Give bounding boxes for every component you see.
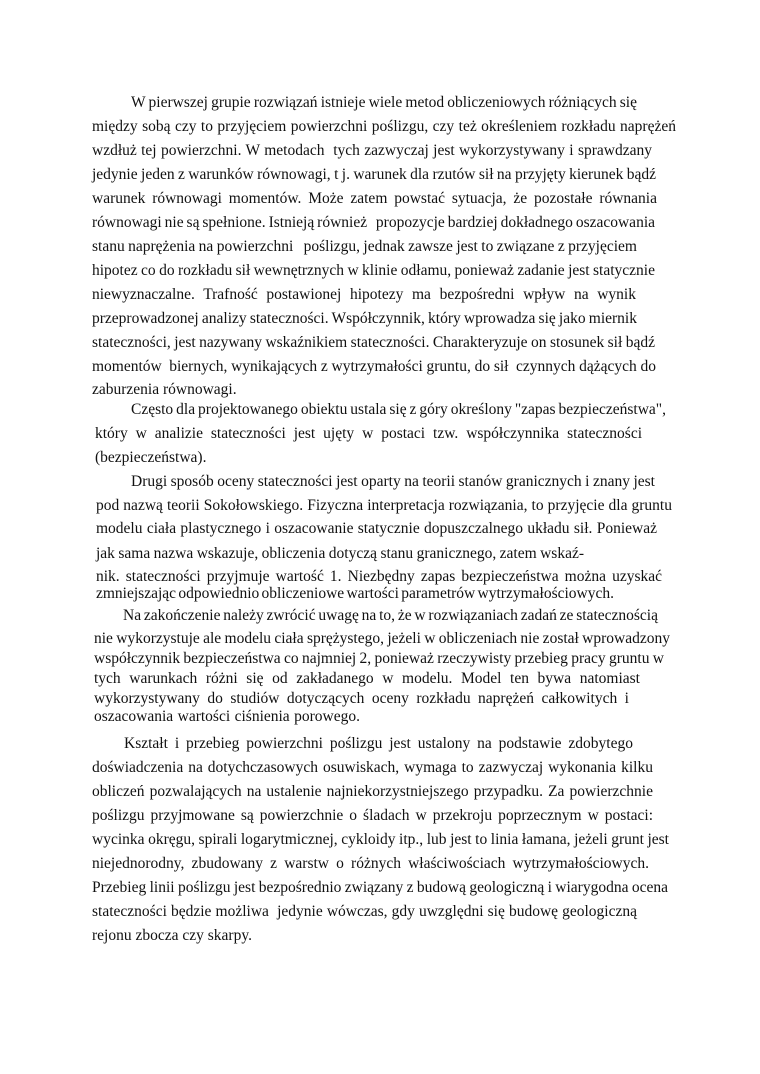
text-line: stanu naprężenia na powierzchni poślizgu, jednak zawsze jest to związane z przyjęciem bbox=[92, 238, 637, 255]
text-line: doświadczenia na dotychczasowych osuwiskach, wymaga to zazwyczaj wykonania kilku bbox=[92, 759, 653, 776]
text-line: zmniejszając odpowiednio obliczeniowe wartości parametrów wytrzymałościowych. bbox=[96, 585, 614, 602]
text-line: poślizgu przyjmowane są powierzchnie o śladach w przekroju poprzecznym w postaci: bbox=[92, 807, 653, 824]
text-line: zaburzenia równowagi. bbox=[92, 381, 237, 398]
text-line: stateczności, jest nazywany wskaźnikiem stateczności. Charakteryzuje on stosunek sił bądź bbox=[92, 334, 655, 351]
text-line: Przebieg linii poślizgu jest bezpośrednio związany z budową geologiczną i wiarygodna ocena bbox=[92, 879, 668, 896]
text-line: między sobą czy to przyjęciem powierzchni poślizgu, czy też określeniem rozkładu naprężeń bbox=[92, 118, 676, 135]
text-line: wykorzystywany do studiów dotyczących oceny rozkładu naprężeń całkowitych i bbox=[94, 690, 629, 707]
text-line: Kształt i przebieg powierzchni poślizgu jest ustalony na podstawie zdobytego bbox=[124, 735, 633, 752]
text-line: Często dla projektowanego obiektu ustala się z góry określony "zapas bezpieczeństwa", bbox=[131, 401, 666, 418]
text-line: rejonu zbocza czy skarpy. bbox=[92, 927, 252, 944]
text-line: przeprowadzonej analizy stateczności. Współczynnik, który wprowadza się jako miernik bbox=[92, 310, 637, 327]
text-line: Drugi sposób oceny stateczności jest oparty na teorii stanów granicznych i znany jest bbox=[131, 473, 655, 490]
text-line: niejednorodny, zbudowany z warstw o różnych właściwościach wytrzymałościowych. bbox=[92, 855, 649, 872]
text-line: jak sama nazwa wskazuje, obliczenia dotyczą stanu granicznego, zatem wskaź- bbox=[96, 545, 584, 562]
text-line: wycinka okręgu, spirali logarytmicznej, cykloidy itp., lub jest to linia łamana, jeżeli grunt jest bbox=[92, 831, 669, 848]
text-line: modelu ciała plastycznego i oszacowanie statycznie dopuszczalnego układu sił. Ponieważ bbox=[96, 520, 657, 537]
text-line: momentów biernych, wynikających z wytrzymałości gruntu, do sił czynnych dążących do bbox=[92, 358, 656, 375]
text-line: W pierwszej grupie rozwiązań istnieje wiele metod obliczeniowych różniących się bbox=[131, 94, 637, 111]
text-line: który w analizie stateczności jest ujęty w postaci tzw. współczynnika stateczności bbox=[95, 425, 642, 442]
text-line: warunek równowagi momentów. Może zatem powstać sytuacja, że pozostałe równania bbox=[92, 190, 657, 207]
text-line: równowagi nie są spełnione. Istnieją również propozycje bardziej dokładnego oszacowania bbox=[92, 214, 655, 231]
text-line: hipotez co do rozkładu sił wewnętrznych w klinie odłamu, ponieważ zadanie jest statycznie bbox=[92, 262, 655, 279]
text-line: obliczeń pozwalających na ustalenie najniekorzystniejszego przypadku. Za powierzchnie bbox=[92, 783, 653, 800]
text-line: oszacowania wartości ciśnienia porowego. bbox=[94, 708, 360, 725]
text-line: jedynie jeden z warunków równowagi, t j. warunek dla rzutów sił na przyjęty kierunek bądź bbox=[92, 166, 656, 183]
text-line: Na zakończenie należy zwrócić uwagę na to, że w rozwiązaniach zadań ze statecznością bbox=[123, 607, 658, 624]
text-line: (bezpieczeństwa). bbox=[95, 449, 207, 466]
text-line: nik. stateczności przyjmuje wartość 1. Niezbędny zapas bezpieczeństwa można uzyskać bbox=[96, 568, 662, 585]
text-line: tych warunkach różni się od zakładanego w modelu. Model ten bywa natomiast bbox=[94, 670, 640, 687]
text-line: pod nazwą teorii Sokołowskiego. Fizyczna interpretacja rozwiązania, to przyjęcie dla gruntu bbox=[96, 497, 672, 514]
text-line: wzdłuż tej powierzchni. W metodach tych zazwyczaj jest wykorzystywany i sprawdzany bbox=[92, 142, 652, 159]
text-line: współczynnik bezpieczeństwa co najmniej 2, ponieważ rzeczywisty przebieg pracy gruntu w bbox=[94, 650, 664, 667]
text-line: nie wykorzystuje ale modelu ciała sprężystego, jeżeli w obliczeniach nie został wprowadzony bbox=[94, 630, 670, 647]
text-line: stateczności będzie możliwa jedynie wówczas, gdy uwzględni się budowę geologiczną bbox=[92, 903, 637, 920]
text-line: niewyznaczalne. Trafność postawionej hipotezy ma bezpośredni wpływ na wynik bbox=[92, 286, 636, 303]
